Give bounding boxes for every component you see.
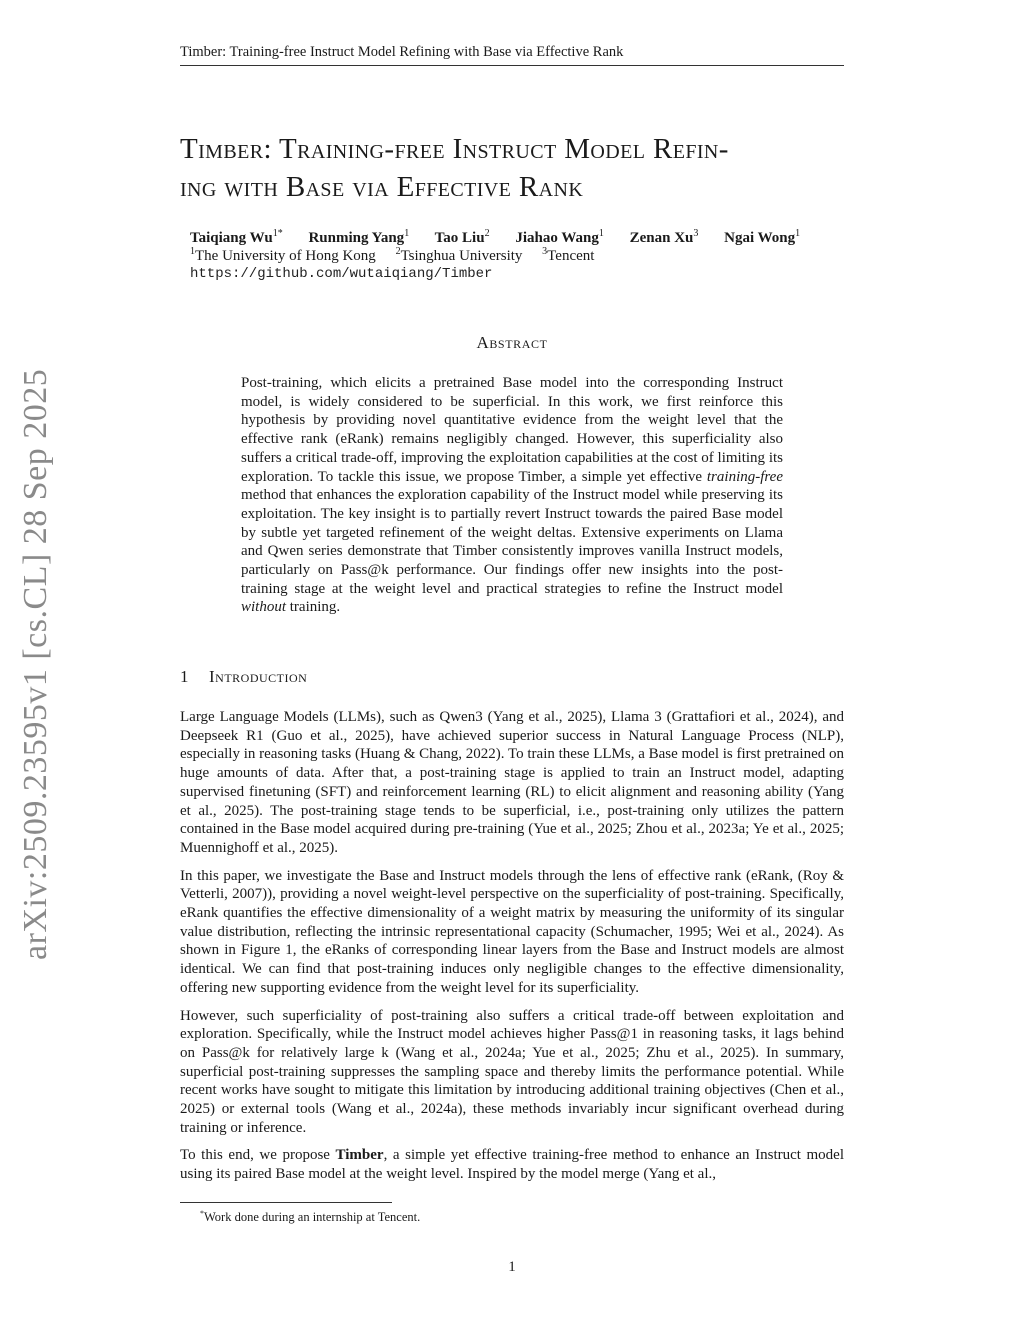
affiliation-mark: 3 [542, 246, 548, 257]
author [724, 230, 800, 246]
author-name: Tao Liu [434, 230, 485, 246]
paragraph: In this paper, we investigate the Base and Instruct models through the lens of effective rank (eRank, (Roy & Vetterli, 2007)), providing a novel weight-level perspective on the superficiality of post-training. Specifically, eRank quantifies the effective dimensionality of a weight matrix by measuring the uniformity of its singular value distribution, reflecting the intrinsic representational capacity (Schumacher, 1995; Wei et al., 2024). As shown in Figure 1, the eRanks of corresponding linear layers from the Base and Instruct models are almost identical. We can find that post-training induces only negligible changes to the effective dimensionality, offering new supporting evidence from the weight level for its superficiality. [180, 867, 844, 996]
section-title: Introduction [209, 667, 308, 686]
abstract-text: training. [286, 599, 341, 616]
author [435, 230, 490, 246]
paragraph-text: To this end, we propose [180, 1147, 336, 1164]
title-line-2: ing with Base via Effective Rank [180, 171, 584, 203]
author-affiliation-mark: 3 [693, 228, 699, 239]
affiliation-mark: 1 [190, 246, 195, 257]
author-list [190, 228, 850, 247]
section-number: 1 [180, 667, 189, 686]
affiliation-list [190, 246, 610, 265]
section-heading-introduction [180, 667, 307, 687]
author-affiliation-mark: 2 [484, 228, 490, 239]
author [190, 230, 283, 246]
author-affiliation-mark: 1 [404, 228, 410, 239]
paragraph-text: , a simple yet effective training-free method to enhance an Instruct model using its paired Base model at the weight level. Inspired by the model merge (Yang et al., [180, 1147, 844, 1183]
method-name: Timber [335, 1147, 384, 1164]
affiliation [542, 248, 594, 264]
author-name: Ngai Wong [724, 230, 796, 246]
footnote-divider [180, 1202, 392, 1203]
title-line-1: Timber: Training-free Instruct Model Refin- [180, 133, 729, 165]
paper-title [180, 130, 850, 206]
author-name: Runming Yang [308, 230, 405, 246]
running-head: Timber: Training-free Instruct Model Refining with Base via Effective Rank [180, 44, 844, 66]
introduction-body [180, 708, 844, 1193]
abstract-text: method that enhances the exploration capability of the Instruct model while preserving its exploitation. The key insight is to partially revert Instruct towards the paired Base model by subtle yet targeted refinement of the weight deltas. Extensive experiments on Llama and Qwen series demonstrate that Timber consistently improves vanilla Instruct models, particularly on Pass@k performance. Our findings offer new insights into the post-training stage at the weight level and practical strategies to refine the Instruct model [241, 487, 783, 597]
abstract-text: Post-training, which elicits a pretrained Base model into the corresponding Instruct model, is widely considered to be superficial. In this work, we first reinforce this hypothesis by providing novel quantitative evidence from the weight level that the effective rank (eRank) remains negligibly changed. However, this superficiality also suffers a critical trade-off, improving the exploitation capabilities at the cost of limiting its exploration. To tackle this issue, we propose Timber, a simple yet effective [241, 375, 783, 485]
abstract-heading: Abstract [476, 333, 548, 352]
repository-link[interactable]: https://github.com/wutaiqiang/Timber [190, 266, 493, 282]
author-name: Taiqiang Wu [190, 230, 273, 246]
paragraph [180, 1146, 844, 1183]
author-name: Jiahao Wang [515, 230, 599, 246]
abstract-body [241, 374, 783, 617]
paragraph: Large Language Models (LLMs), such as Qwen3 (Yang et al., 2025), Llama 3 (Grattafiori et al., 2024), and Deepseek R1 (Guo et al., 2025), have achieved superior success in Natural Language Process (NLP), especially in reasoning tasks (Huang & Chang, 2022). To train these LLMs, a Base model is first pretrained on huge amounts of data. After that, a post-training stage is applied to train an Instruct model, adapting supervised finetuning (SFT) and reinforcement learning (RL) to elicit alignment and reasoning ability (Yang et al., 2025). The post-training stage tends to be superficial, i.e., post-training only utilizes the pattern contained in the Base model acquired during pre-training (Yue et al., 2025; Zhou et al., 2023a; Ye et al., 2025; Muennighoff et al., 2025). [180, 709, 844, 856]
author-name: Zenan Xu [629, 230, 694, 246]
affiliation-name: Tencent [547, 248, 595, 264]
abstract-emphasis: without [241, 599, 287, 616]
abstract-emphasis: training-free [706, 468, 783, 485]
affiliation-name: The University of Hong Kong [195, 248, 376, 264]
footnote-mark: * [200, 1209, 204, 1218]
author [630, 230, 699, 246]
footnote [200, 1209, 420, 1225]
author-affiliation-mark: 1 [598, 228, 604, 239]
author-affiliation-mark: 1* [272, 228, 283, 239]
author [515, 230, 604, 246]
affiliation-name: Tsinghua University [400, 248, 523, 264]
page-number: 1 [508, 1259, 516, 1275]
footnote-text: Work done during an internship at Tencent. [204, 1210, 421, 1225]
affiliation [190, 248, 376, 264]
affiliation [396, 248, 523, 264]
affiliation-mark: 2 [395, 246, 401, 257]
author-affiliation-mark: 1 [795, 228, 801, 239]
arxiv-identifier[interactable]: arXiv:2509.23595v1 [cs.CL] 28 Sep 2025 [17, 368, 54, 960]
paragraph: However, such superficiality of post-training also suffers a critical trade-off between exploitation and exploration. Specifically, while the Instruct model achieves higher Pass@1 in reasoning tasks, it lags behind on Pass@k for relatively large k (Wang et al., 2024a; Yue et al., 2025; Zhu et al., 2025). In summary, superficial post-training suppresses the sampling space and thereby limits the performance potential. While recent works have sought to mitigate this limitation by introducing additional training objectives (Chen et al., 2025) or external tools (Wang et al., 2024a), these methods invariably incur significant overhead during training or inference. [180, 1007, 844, 1136]
author [308, 230, 409, 246]
